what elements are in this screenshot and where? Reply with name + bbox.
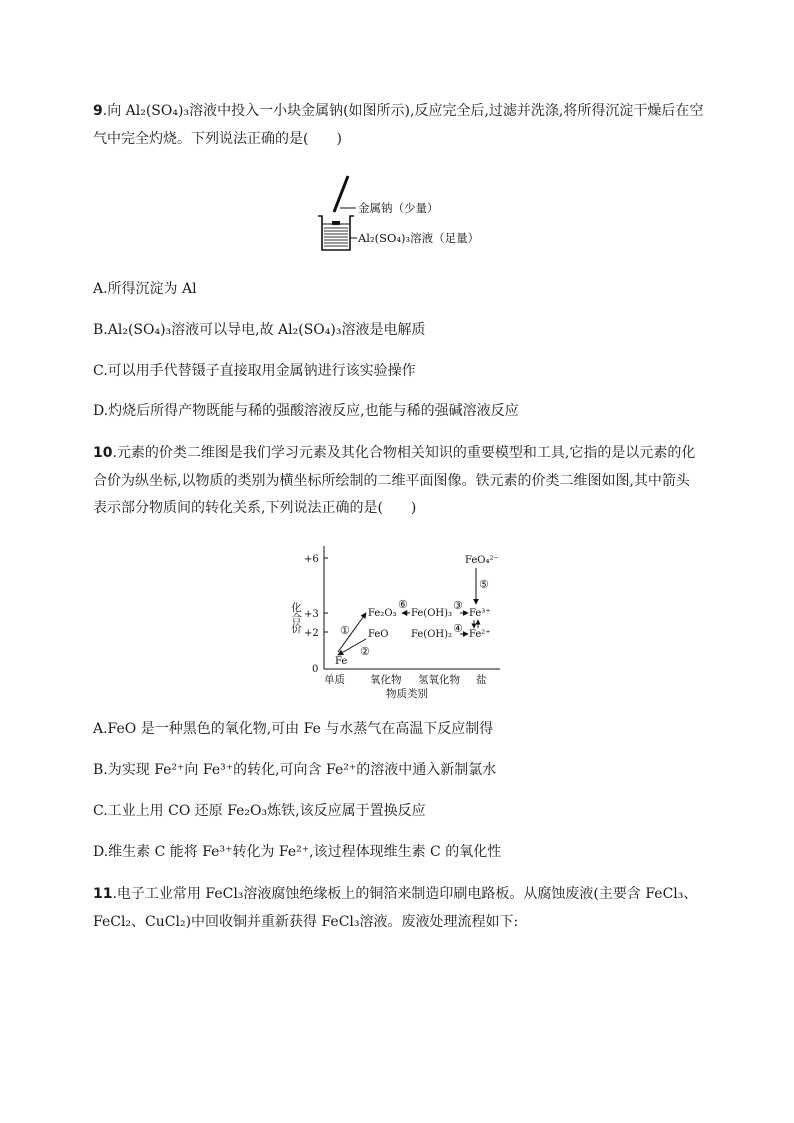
tweezers-icon <box>334 176 351 212</box>
y-axis-label: 化合价 <box>290 602 302 634</box>
xtick-oxide: 氧化物 <box>370 674 402 686</box>
q11-stem-text1: .电子工业常用 FeCl₃溶液腐蚀绝缘板上的铜箔来制造印刷电路板。从腐蚀废液(主要含 FeCl₃、 <box>112 886 698 902</box>
arrow-label-4: ④ <box>453 622 463 635</box>
arrow-label-2: ② <box>360 645 370 658</box>
ytick-0: 0 <box>312 664 319 675</box>
sodium-beaker-figure <box>312 172 502 254</box>
species-fe: Fe <box>335 656 348 667</box>
xtick-salt: 盐 <box>476 674 487 686</box>
q9-stem-line1 <box>93 101 703 121</box>
q9-number: 9 <box>93 103 103 119</box>
q10-option-d: D.维生素 C 能将 Fe³⁺转化为 Fe²⁺,该过程体现维生素 C 的氧化性 <box>93 844 502 860</box>
species-fe2: Fe²⁺ <box>469 629 491 640</box>
q10-stem-line3: 表示部分物质间的转化关系,下列说法正确的是( ) <box>93 500 417 516</box>
ytick-3: +3 <box>304 609 319 620</box>
arrow-label-6: ⑥ <box>398 598 408 611</box>
q9-option-a: A.所得沉淀为 Al <box>93 281 197 297</box>
q9-option-c: C.可以用手代替镊子直接取用金属钠进行该实验操作 <box>93 363 416 379</box>
q10-option-a: A.FeO 是一种黑色的氧化物,可由 Fe 与水蒸气在高温下反应制得 <box>93 721 494 737</box>
q10-stem-text1: .元素的价类二维图是我们学习元素及其化合物相关知识的重要模型和工具,它指的是以元素的化 <box>112 445 696 461</box>
q9-stem-line2: 气中完全灼烧。下列说法正确的是( ) <box>93 131 342 147</box>
q10-option-c: C.工业上用 CO 还原 Fe₂O₃炼铁,该反应属于置换反应 <box>93 803 426 819</box>
species-feoh2: Fe(OH)₂ <box>411 629 453 640</box>
species-feoh3: Fe(OH)₃ <box>411 608 453 619</box>
q10-stem-line2: 合价为纵坐标,以物质的类别为横坐标所绘制的二维平面图像。铁元素的价类二维图如图,其中箭头 <box>93 473 690 489</box>
q9-option-b: B.Al₂(SO₄)₃溶液可以导电,故 Al₂(SO₄)₃溶液是电解质 <box>93 322 426 338</box>
species-fe3: Fe³⁺ <box>469 608 491 619</box>
species-feo: FeO <box>368 629 389 640</box>
arrow-label-3: ③ <box>453 599 463 612</box>
q10-number: 10 <box>93 445 113 461</box>
species-feo4: FeO₄²⁻ <box>465 555 499 566</box>
arrow-label-1: ① <box>340 624 350 637</box>
sodium-label: 金属钠（少量） <box>358 201 439 215</box>
q10-option-b: B.为实现 Fe²⁺向 Fe³⁺的转化,可向含 Fe²⁺的溶液中通入新制氯水 <box>93 762 497 778</box>
x-axis-label: 物质类别 <box>386 688 428 700</box>
q9-stem-text1: .向 Al₂(SO₄)₃溶液中投入一小块金属钠(如图所示),反应完全后,过滤并洗涤,将所得沉淀干燥后在空 <box>102 103 704 119</box>
beaker-icon <box>318 216 354 250</box>
iron-valence-chart <box>282 540 512 700</box>
ytick-2: +2 <box>304 628 319 639</box>
species-fe2o3: Fe₂O₃ <box>368 608 397 619</box>
arrow-label-5: ⑤ <box>479 578 489 591</box>
q9-option-d: D.灼烧后所得产物既能与稀的强酸溶液反应,也能与稀的强碱溶液反应 <box>93 403 519 419</box>
solution-label: Al₂(SO₄)₃溶液（足量） <box>358 231 480 245</box>
q11-stem-line2: FeCl₂、CuCl₂)中回收铜并重新获得 FeCl₃溶液。废液处理流程如下: <box>93 914 519 930</box>
q11-stem-line1 <box>93 884 697 904</box>
xtick-element: 单质 <box>324 674 345 686</box>
xtick-hydroxide: 氢氧化物 <box>418 674 460 686</box>
q11-number: 11 <box>93 886 113 902</box>
ytick-6: +6 <box>304 554 319 565</box>
q10-stem-line1 <box>93 443 695 463</box>
